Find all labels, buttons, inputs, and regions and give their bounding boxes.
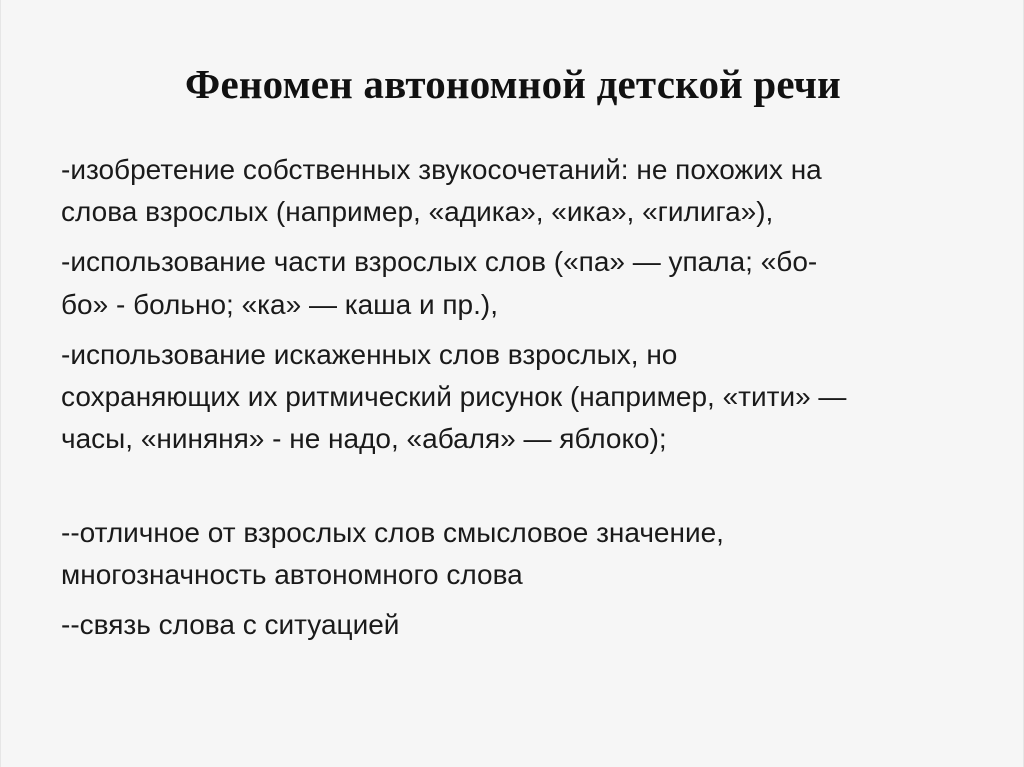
text-line: -использование искаженных слов взрослых, но: [61, 339, 678, 370]
text-line: --отличное от взрослых слов смысловое значение,: [61, 517, 724, 548]
text-line: слова взрослых (например, «адика», «ика», «гилига»),: [61, 196, 774, 227]
text-line: -изобретение собственных звукосочетаний: не похожих на: [61, 154, 822, 185]
slide-title: Феномен автономной детской речи: [185, 61, 841, 107]
text-line: -использование части взрослых слов («па» — упала; «бо-: [61, 246, 818, 277]
text-line: многозначность автономного слова: [61, 559, 523, 590]
text-line: сохраняющих их ритмический рисунок (например, «тити» —: [61, 381, 847, 412]
text-line: часы, «ниняня» - не надо, «абаля» — яблоко);: [61, 423, 667, 454]
text-line: бо» - больно; «ка» — каша и пр.),: [61, 289, 499, 320]
text-line: --связь слова с ситуацией: [61, 609, 400, 640]
